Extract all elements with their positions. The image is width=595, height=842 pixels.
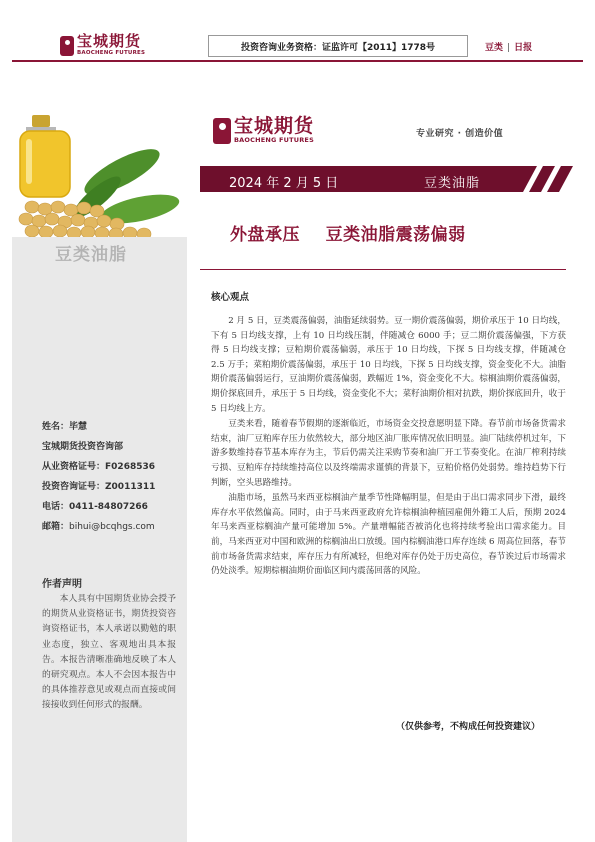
contact-phone: 电话：0411-84807266: [42, 502, 148, 512]
report-tag: [485, 40, 532, 53]
contact-email: 邮箱：bihui@bcqhgs.com: [42, 522, 155, 532]
contact-license: 从业资格证号：F0268536: [42, 462, 155, 472]
brand-logo-main: [213, 117, 314, 145]
disclaimer: （仅供参考，不构成任何投资建议）: [396, 722, 541, 732]
report-headline: 外盘承压 豆类油脂震荡偏弱: [230, 225, 466, 245]
header-rule: [12, 60, 583, 62]
paragraph: 2 月 5 日，豆类震荡偏弱，油脂延续弱势。豆一期价震荡偏弱，期价承压于 10 日均线，下有 5 日均线支撑，上有 10 日均线压制，伴随减仓 6000 手；豆二期价震荡偏强，下方获得 5 日均线支撑；豆粕期价震荡偏弱，承压于 10 日均线，下探 5 日均线支撑，伴随减仓 2.5 万手；菜粕期价震荡偏弱，承压于 10 日均线，下探 5 日均线支撑，资金变化不大。油脂期价震荡偏弱运行，豆油期价震荡偏弱，跌幅近 1%，资金变化不大。棕榈油期价震荡偏弱，期价探底回升，承压于 5 日均线，资金变化不大；菜籽油期价相对抗跌，期价探底回升，收于 5 日均线上方。: [211, 316, 566, 414]
tag-category: 豆类: [485, 43, 504, 53]
contact-dept: 宝城期货投资咨询部: [42, 442, 124, 452]
sidebar-title: 豆类油脂: [55, 245, 127, 265]
tag-type: 日报: [514, 43, 533, 53]
logo-mark-icon: [60, 36, 74, 56]
paragraph: 油脂市场，虽然马来西亚棕榈油产量季节性降幅明显，但是由于出口需求同步下滑，最终库存水平依然偏高。同时，由于马来西亚政府允许棕榈油种植园雇佣外籍工人后，预期 2024 年马来西亚棕榈油产量可能增加 5%。产量增幅能否被消化也将持续考验出口需求能力。目前，马来西亚对中国和欧洲的棕榈油出口放缓。国内棕榈油港口库存连续 6 周高位回落，春节前市场备货需求结束，库存压力有所减轻，但绝对库存仍处于历史高位，春节诶过后市场需求仍处淡季。短期棕榈油期价面临区间内震荡回落的风险。: [211, 493, 566, 577]
section-title: 核心观点: [211, 292, 250, 303]
logo-name-en: BAOCHENG FUTURES: [234, 136, 314, 144]
logo-name-cn: 宝城期货: [234, 115, 315, 137]
report-body: [211, 314, 566, 580]
logo-mark-icon: [213, 118, 231, 144]
report-date: 2024 年 2 月 5 日: [229, 176, 339, 191]
paragraph: 豆类来看，随着春节假期的逐渐临近，市场资金交投意愿明显下降。春节前市场备货需求结束，油厂豆粕库存压力依然较大，部分地区油厂胀库情况依旧明显。油厂陆续停机过年，下游多数维持春节基本库存为主，节后仍需关注采购节奏和油厂开工节奏变化。在油厂榨利持续亏损、豆粕库存持续维持高位以及终端需求谨慎的背景下，豆粕价格仍处弱势。维持趋势下行判断，空头思路维持。: [211, 419, 566, 488]
headline-rule: [200, 269, 566, 270]
qualification-box: 投资咨询业务资格：证监许可【2011】1778号: [208, 35, 468, 57]
soybean-oil-icon: [12, 97, 187, 237]
report-category: 豆类油脂: [424, 176, 481, 191]
tag-separator: |: [507, 43, 511, 53]
statement-title: 作者声明: [42, 579, 82, 590]
logo-name-en: BAOCHENG FUTURES: [77, 50, 146, 56]
slogan: 专业研究 · 创造价值: [416, 129, 504, 139]
logo-name-cn: 宝城期货: [77, 32, 142, 50]
brand-logo-top: [60, 34, 145, 57]
contact-name: 姓名：毕慧: [42, 422, 88, 432]
contact-advisory-license: 投资咨询证号：Z0011311: [42, 482, 156, 492]
statement-body: 本人具有中国期货业协会授予的期货从业资格证书，期货投资咨询资格证书，本人承诺以勤勉的职业态度，独立、客观地出具本报告。本报告清晰准确地反映了本人的研究观点。本人不会因本报告中的具体推荐意见或观点而直接或间接接收到任何形式的报酬。: [42, 594, 176, 711]
contact-block: [42, 417, 155, 537]
